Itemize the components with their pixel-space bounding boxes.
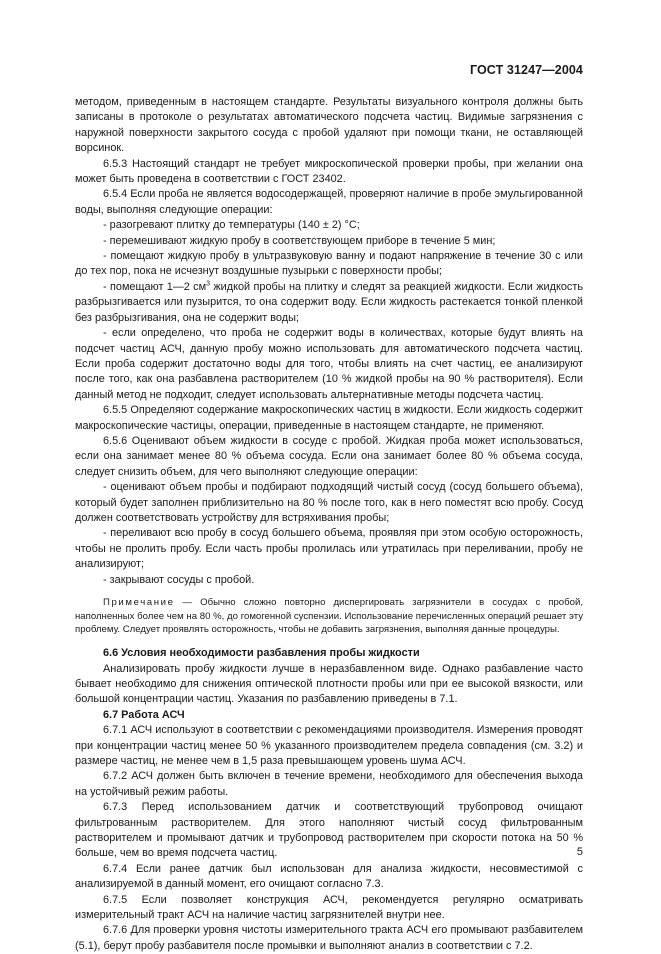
list-item-pour-sample: - переливают всю пробу в сосуд большего объема, проявляя при этом особую осторожность, чтобы не пролить пробу. Если часть пробы пролилась или утратилась при переливании, пробу не анализируют; [75, 527, 583, 571]
section-6-6-heading: 6.6 Условия необходимости разбавления пробы жидкости [103, 647, 420, 660]
document-header: ГОСТ 31247—2004 [469, 63, 583, 77]
cubic-superscript: 3 [206, 280, 211, 288]
paragraph-6-7-2: 6.7.2 АСЧ должен быть включен в течение времени, необходимого для обеспечения выхода на устойчивый режим работы. [75, 770, 583, 798]
document-body [75, 95, 583, 954]
paragraph-6-7-5: 6.7.5 Если позволяет конструкция АСЧ, рекомендуется регулярно осматривать измерительный тракт АСЧ на наличие частиц загрязнителей внутри нее. [75, 893, 583, 922]
list-item-place-sample [75, 280, 583, 326]
paragraph-6-5-5: 6.5.5 Определяют содержание макроскопических частиц в жидкости. Если жидкость содержит макроскопические частицы, операции, приведенные в настоящем стандарте, не применяют. [75, 404, 583, 432]
paragraph-6-5-6: 6.5.6 Оценивают объем жидкости в сосуде с пробой. Жидкая проба может использоваться, если она занимает менее 80 % объема сосуда. Если она занимает более 80 % объема сосуда, следует снизить объем, для чего выполняют следующие операции: [75, 434, 583, 478]
section-6-6-text: Анализировать пробу жидкости лучше в неразбавленном виде. Однако разбавление часто бывает необходимо для снижения оптической плотности пробы или при ее высокой вязкости, или большой концентрации частиц. Указания по разбавлению приведены в 7.1. [75, 662, 583, 706]
note-label: Примечание [103, 597, 175, 608]
paragraph-6-7-4: 6.7.4 Если ранее датчик был использован для анализа жидкости, несовместимой с анализируемой в данный момент, его очищают согласно 7.3. [75, 862, 583, 891]
list-item-mix: - перемешивают жидкую пробу в соответствующем приборе в течение 5 мин; [103, 234, 496, 247]
list-item-heat: - разогревают плитку до температуры (140 ± 2) °С; [103, 219, 360, 232]
note-text: — Обычно сложно повторно диспергировать загрязнители в сосудах с пробой, наполненных более чем на 80 %, до гомогенной суспензии. Использование перечисленных операций решает эту проблему. Следует проявлять осторожность, чтобы не добавить загрязнения, выполняя данные процедуры. [75, 597, 583, 636]
list-item-ultrasonic: - помещают жидкую пробу в ультразвуковую ванну и подают напряжение в течение 30 с или до тех пор, пока не исчезнут воздушные пузырьки с поверхности пробы; [75, 250, 583, 278]
list-item-water-check: - если определено, что проба не содержит воды в количествах, которые будут влиять на подсчет частиц АСЧ, данную пробу можно использовать для автоматического подсчета частиц. Если проба содержит достаточно воды для того, чтобы влиять на счет частиц, ее анализируют после того, как она разбавлена растворителем (10 % жидкой пробы на 90 % растворителя). Если данный метод не подходит, следует использовать альтернативные методы подсчета частиц. [75, 327, 583, 401]
paragraph-6-5-4: 6.5.4 Если проба не является водосодержащей, проверяют наличие в пробе эмульгированной воды, выполняя следующие операции: [75, 188, 583, 216]
list-item-close-vessels: - закрывают сосуды с пробой. [103, 573, 255, 586]
paragraph-6-7-6: 6.7.6 Для проверки уровня чистоты измерительного тракта АСЧ его промывают разбавителем (5.1), берут пробу разбавителя после промывки и выполняют анализ в соответствии с 7.2. [75, 924, 583, 952]
place-sample-text-b: жидкой пробы на плитку и следят за реакцией жидкости. Если жидкость разбрызгивается или пузырится, то она содержит воду. Если жидкость растекается тонкой пленкой без разбрызгивания, она не содержит воды; [75, 280, 584, 324]
section-6-7-heading: 6.7 Работа АСЧ [103, 708, 185, 721]
place-sample-text-a: - помещают 1—2 см [103, 280, 207, 293]
note-paragraph [75, 596, 583, 637]
paragraph-6-5-3: 6.5.3 Настоящий стандарт не требует микроскопической проверки пробы, при желании она может быть проведена в соответствии с ГОСТ 23402. [75, 157, 583, 186]
paragraph-6-7-1: 6.7.1 АСЧ используют в соответствии с рекомендациями производителя. Измерения проводят при концентрации частиц менее 50 % указанного производителем предела совпадения (см. 3.2) и размере частиц, не менее чем в 1,5 раза превышающем уровень шума АСЧ. [75, 724, 583, 767]
page-number: 5 [576, 846, 583, 858]
paragraph-continued: методом, приведенным в настоящем стандарте. Результаты визуального контроля должны быть записаны в протоколе о результатах автоматического подсчета частиц. Видимые загрязнения с наружной поверхности закрытого сосуда с пробой удаляют при помощи ткани, не оставляющей ворсинок. [75, 96, 583, 155]
list-item-estimate-volume: - оценивают объем пробы и подбирают подходящий чистый сосуд (сосуд большего объема), который будет заполнен приблизительно на 80 % после того, как в него поместят всю пробу. Сосуд должен соответствовать устройству для встряхивания пробы; [75, 481, 583, 524]
paragraph-6-7-3: 6.7.3 Перед использованием датчик и соответствующий трубопровод очищают фильтрованным растворителем. Для этого наполняют чистый сосуд фильтрованным растворителем и промывают датчик и трубопровод растворителем при скорости потока на 50 % больше, чем во время подсчета частиц. [75, 801, 583, 860]
